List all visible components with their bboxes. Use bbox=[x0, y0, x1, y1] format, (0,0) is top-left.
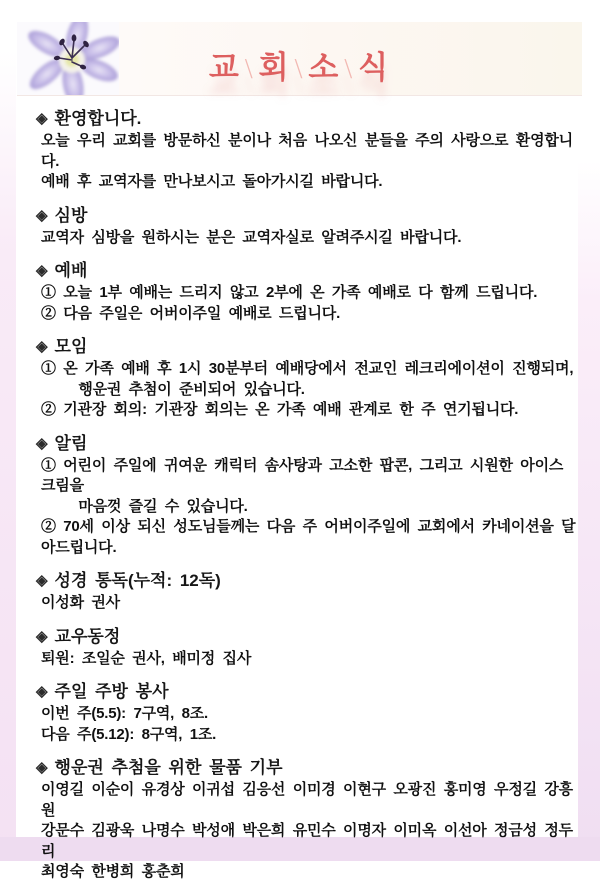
section-member-news bbox=[36, 626, 576, 670]
title-separator: \ bbox=[344, 54, 355, 85]
body-line: 교역자 심방을 원하시는 분은 교역자실로 알려주시길 바랍니다. bbox=[41, 228, 462, 246]
diamond-bullet-icon: ◈ bbox=[36, 338, 48, 355]
section-title: 행운권 추첨을 위한 물품 기부 bbox=[54, 758, 283, 777]
section-heading bbox=[36, 108, 576, 131]
section-title: 환영합니다. bbox=[54, 109, 142, 128]
body-line: ② 기관장 회의: 기관장 회의는 온 가족 예배 관계로 한 주 연기됩니다. bbox=[41, 401, 519, 418]
section-title: 성경 통독(누적: 12독) bbox=[54, 571, 221, 590]
section-heading bbox=[36, 681, 576, 704]
title-char: 소 bbox=[308, 50, 341, 85]
bulletin-content bbox=[36, 108, 576, 895]
section-heading bbox=[36, 205, 576, 228]
section-meetings bbox=[36, 336, 576, 421]
diamond-bullet-icon: ◈ bbox=[36, 206, 48, 224]
body-line: 이성화 권사 bbox=[41, 594, 120, 611]
body-line: 오늘 우리 교회를 방문하신 분이나 처음 나오신 분들을 주의 사랑으로 환영합니다. bbox=[41, 132, 573, 170]
body-line: 마음껏 즐길 수 있습니다. bbox=[41, 497, 248, 515]
section-title: 심방 bbox=[54, 205, 88, 225]
section-heading bbox=[36, 626, 576, 649]
diamond-bullet-icon: ◈ bbox=[36, 110, 48, 127]
body-line: 이번 주(5.5): 7구역, 8조. bbox=[41, 705, 209, 722]
section-welcome bbox=[36, 108, 576, 193]
donor-names-line: 이영길 이순이 유경상 이귀섭 김응선 이미경 이현구 오광진 홍미영 우정길 강흥원 bbox=[41, 781, 573, 819]
donor-names-line: 강문수 김광욱 나명수 박성애 박은희 유민수 이명자 이미옥 이선아 정금성 정두리 bbox=[41, 822, 573, 860]
diamond-bullet-icon: ◈ bbox=[36, 759, 48, 776]
diamond-bullet-icon: ◈ bbox=[36, 262, 48, 279]
section-title: 모임 bbox=[54, 337, 88, 356]
section-visitation bbox=[36, 205, 576, 249]
section-title: 예배 bbox=[54, 261, 88, 280]
body-line: 예배 후 교역자를 만나보시고 돌아가시길 바랍니다. bbox=[41, 173, 383, 190]
title-char: 교 bbox=[208, 50, 241, 85]
body-line: 다음 주(5.12): 8구역, 1조. bbox=[41, 725, 217, 743]
body-line: ① 오늘 1부 예배는 드리지 않고 2부에 온 가족 예배로 다 함께 드립니다. bbox=[41, 284, 538, 301]
title-char: 식 bbox=[358, 50, 391, 85]
page-edge-left bbox=[0, 50, 16, 861]
title-separator: \ bbox=[294, 54, 305, 85]
page-edge-right bbox=[578, 160, 600, 861]
body-line: 행운권 추첨이 준비되어 있습니다. bbox=[41, 380, 305, 398]
section-bible-reading bbox=[36, 570, 576, 614]
body-line: ① 온 가족 예배 후 1시 30분부터 예배당에서 전교인 레크리에이션이 진행되며, bbox=[41, 360, 574, 377]
donor-names-line: 최영숙 한병희 홍춘희 bbox=[41, 863, 185, 880]
diamond-bullet-icon: ◈ bbox=[36, 434, 48, 452]
section-heading bbox=[36, 336, 576, 359]
section-worship bbox=[36, 260, 576, 324]
section-heading bbox=[36, 260, 576, 283]
title-separator: \ bbox=[244, 54, 255, 85]
diamond-bullet-icon: ◈ bbox=[36, 627, 48, 645]
section-notices bbox=[36, 433, 576, 559]
section-heading bbox=[36, 570, 576, 593]
section-heading bbox=[36, 433, 576, 456]
body-line: ① 어린이 주일에 귀여운 캐릭터 솜사탕과 고소한 팝콘, 그리고 시원한 아이스크림을 bbox=[41, 456, 564, 494]
title-char: 회 bbox=[258, 50, 291, 85]
section-heading bbox=[36, 757, 576, 780]
body-line: 퇴원: 조일순 권사, 배미정 집사 bbox=[41, 649, 252, 667]
page-title bbox=[17, 42, 582, 87]
body-line: ② 다음 주일은 어버이주일 예배로 드립니다. bbox=[41, 304, 341, 322]
diamond-bullet-icon: ◈ bbox=[36, 572, 48, 589]
section-raffle-donations bbox=[36, 757, 576, 883]
body-line: ② 70세 이상 되신 성도님들께는 다음 주 어버이주일에 교회에서 카네이션을 달아드립니다. bbox=[41, 518, 576, 556]
header-band bbox=[17, 22, 582, 95]
section-title: 알림 bbox=[54, 433, 88, 453]
section-title: 교우동정 bbox=[54, 626, 121, 646]
diamond-bullet-icon: ◈ bbox=[36, 683, 48, 700]
section-title: 주일 주방 봉사 bbox=[54, 682, 169, 701]
section-kitchen-duty bbox=[36, 681, 576, 745]
